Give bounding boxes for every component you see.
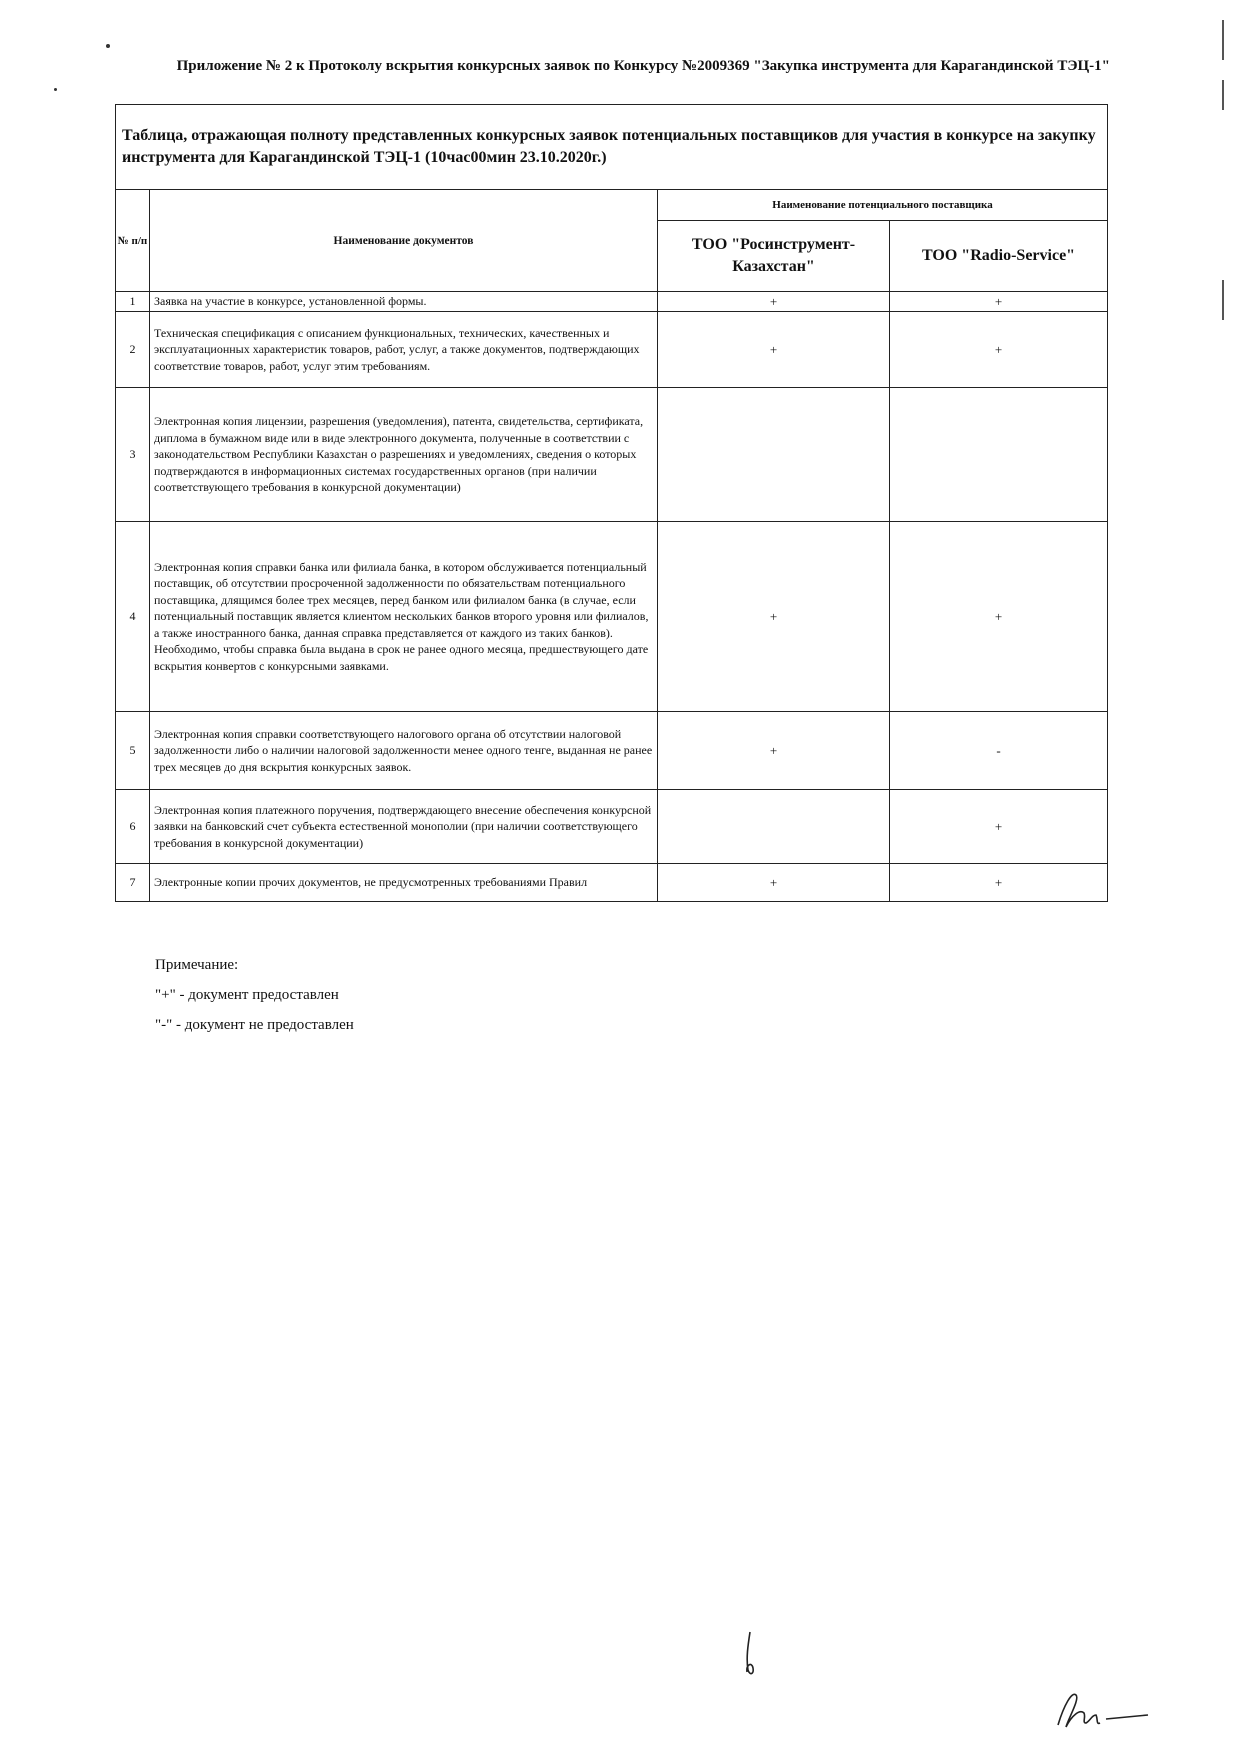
- row-mark-supplier-1: [658, 790, 890, 864]
- table-row: [116, 388, 1108, 522]
- row-mark-supplier-1: [658, 388, 890, 522]
- header-num: № п/п: [116, 190, 150, 292]
- scan-edge-mark: [1222, 280, 1224, 320]
- row-num: 7: [116, 864, 150, 902]
- row-mark-supplier-1: +: [658, 712, 890, 790]
- header-supplier-1: ТОО "Росинструмент-Казахстан": [658, 221, 890, 292]
- row-mark-supplier-2: +: [890, 522, 1108, 712]
- row-doc: Электронные копии прочих документов, не предусмотренных требованиями Правил: [150, 864, 658, 902]
- table-row: [116, 790, 1108, 864]
- notes-title: Примечание:: [155, 957, 239, 973]
- table-row: [116, 712, 1108, 790]
- row-mark-supplier-2: +: [890, 312, 1108, 388]
- row-num: 6: [116, 790, 150, 864]
- row-num: 5: [116, 712, 150, 790]
- table-row: [116, 522, 1108, 712]
- notes-minus: "-" - документ не предоставлен: [155, 1017, 354, 1033]
- row-mark-supplier-1: +: [658, 864, 890, 902]
- row-doc: Техническая спецификация с описанием функциональных, технических, качественных и эксплуатационных характеристик товаров, работ, услуг, а также документов, подтверждающих соответствие товаров, работ, услуг этим требованиям.: [150, 312, 658, 388]
- signature-icon: [1050, 1685, 1150, 1735]
- row-num: 1: [116, 292, 150, 312]
- appendix-title: Приложение № 2 к Протоколу вскрытия конкурсных заявок по Конкурсу №2009369 "Закупка инструмента для Карагандинской ТЭЦ-1": [176, 58, 1110, 74]
- notes-block: [155, 950, 354, 1040]
- completeness-table: [115, 104, 1108, 902]
- row-doc: Электронная копия справки соответствующего налогового органа об отсутствии налоговой задолженности либо о наличии налоговой задолженности менее одного тенге, выданная не ранее трех месяцев до дня вскрытия конкурсных заявок.: [150, 712, 658, 790]
- scan-edge-mark: [1222, 80, 1224, 110]
- row-mark-supplier-2: +: [890, 292, 1108, 312]
- row-mark-supplier-1: +: [658, 522, 890, 712]
- row-mark-supplier-2: [890, 388, 1108, 522]
- table-row: [116, 864, 1108, 902]
- notes-plus: "+" - документ предоставлен: [155, 987, 339, 1003]
- row-mark-supplier-2: -: [890, 712, 1108, 790]
- scan-edge-mark: [1222, 20, 1224, 60]
- handwritten-mark-icon: [740, 1630, 760, 1680]
- table-row: [116, 312, 1108, 388]
- row-num: 3: [116, 388, 150, 522]
- header-docs: Наименование документов: [150, 190, 658, 292]
- row-doc: Электронная копия лицензии, разрешения (уведомления), патента, свидетельства, сертификата, диплома в бумажном виде или в виде электронного документа, полученные в соответствии с законодательством Республики Казахстан о разрешениях и уведомлениях, сведения о которых подтверждаются в информационных системах государственных органов (при наличии соответствующего требования в конкурсной документации): [150, 388, 658, 522]
- table-row: [116, 292, 1108, 312]
- row-mark-supplier-1: +: [658, 292, 890, 312]
- row-doc: Заявка на участие в конкурсе, установленной формы.: [150, 292, 658, 312]
- row-num: 2: [116, 312, 150, 388]
- header-supplier-group: Наименование потенциального поставщика: [658, 190, 1108, 221]
- header-supplier-2: ТОО "Radio-Service": [890, 221, 1108, 292]
- scan-speck: [106, 44, 110, 48]
- row-mark-supplier-2: +: [890, 790, 1108, 864]
- scan-speck: [54, 88, 57, 91]
- row-mark-supplier-1: +: [658, 312, 890, 388]
- row-num: 4: [116, 522, 150, 712]
- row-doc: Электронная копия справки банка или филиала банка, в котором обслуживается потенциальный поставщик, об отсутствии просроченной задолженности по обязательствам потенциального поставщика, длящимся более трех месяцев, перед банком или филиалом банка (в случае, если потенциальный поставщик является клиентом нескольких банков второго уровня или филиалов, а также иностранного банка, данная справка представляется от каждого из таких банков). Необходимо, чтобы справка была выдана в срок не ранее одного месяца, предшествующего дате вскрытия конвертов с конкурсными заявками.: [150, 522, 658, 712]
- row-doc: Электронная копия платежного поручения, подтверждающего внесение обеспечения конкурсной заявки на банковский счет субъекта естественной монополии (при наличии соответствующего требования в конкурсной документации): [150, 790, 658, 864]
- table-caption: Таблица, отражающая полноту представленных конкурсных заявок потенциальных поставщиков для участия в конкурсе на закупку инструмента для Карагандинской ТЭЦ-1 (10час00мин 23.10.2020г.): [116, 105, 1108, 190]
- row-mark-supplier-2: +: [890, 864, 1108, 902]
